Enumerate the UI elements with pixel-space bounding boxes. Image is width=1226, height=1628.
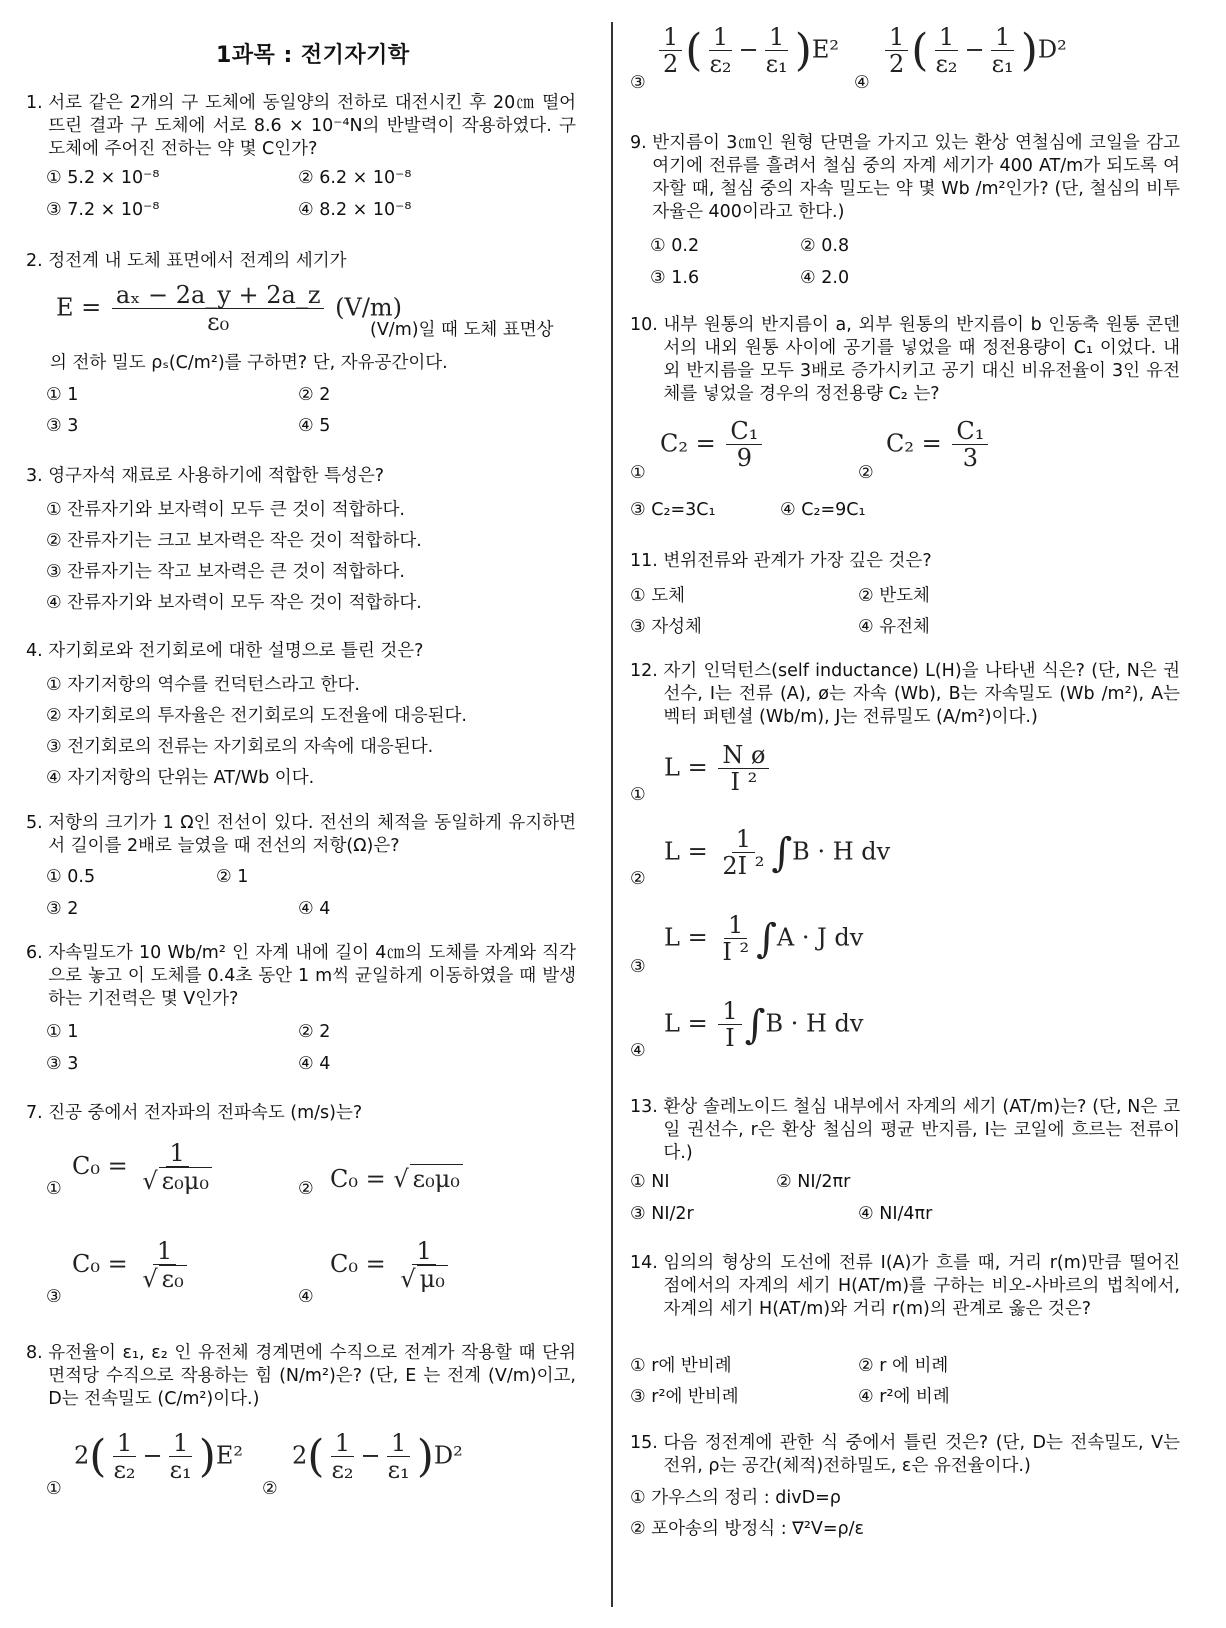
denominator: ε₂ — [935, 50, 958, 79]
question-number: 2. — [26, 251, 49, 271]
option-4[interactable]: ④ 유전체 — [858, 617, 930, 637]
minus-sign: − — [964, 35, 985, 64]
option-1-formula — [74, 1430, 243, 1484]
left-paren: ( — [685, 24, 703, 76]
option-2[interactable]: ② — [298, 1179, 314, 1199]
right-paren: ) — [1020, 24, 1038, 76]
question-number: 8. — [26, 1343, 49, 1363]
option-3-formula — [656, 24, 839, 78]
question-text: 자기 인덕턴스(self inductance) L(H)을 나타낸 식은? (단, N은 권선수, I는 전류 (A), ø는 자속 (Wb), B는 자속밀도 (Wb /m²), A는 벡터 퍼텐셜 (Wb/m), J는 전류밀도 (A/m²)이다.) — [663, 661, 1180, 727]
question-text: 유전율이 ε₁, ε₂ 인 유전체 경계면에 수직으로 전계가 작용할 때 단위 면적당 수직으로 작용하는 힘 (N/m²)은? (단, E 는 전계 (V/m)이고, D는 전속밀도 (C/m²)이다.) — [48, 1343, 576, 1409]
option-1[interactable]: ① 자기저항의 역수를 컨덕턴스라고 한다. — [46, 675, 360, 695]
left-paren: ( — [89, 1430, 107, 1482]
option-3[interactable]: ③ NI/2r — [630, 1204, 694, 1224]
left-paren: ( — [307, 1430, 325, 1482]
question-4 — [26, 640, 576, 663]
right-paren: ) — [416, 1430, 434, 1482]
integrand: B · H dv — [765, 1009, 864, 1038]
denominator: 3 — [962, 444, 978, 473]
option-3[interactable]: ③ — [630, 73, 646, 93]
l-label: L = — [664, 837, 708, 866]
numerator: 1 — [412, 1238, 435, 1265]
c0-label: C₀ = — [72, 1151, 128, 1180]
option-2[interactable]: ② 2 — [298, 385, 331, 405]
option-1[interactable]: ① 0.5 — [46, 867, 96, 887]
c0-label: C₀ = — [330, 1249, 386, 1278]
question-text: 내부 원통의 반지름이 a, 외부 원통의 반지름이 b 인동축 원통 콘덴서의 내외 원통 사이에 공기를 넣었을 때 정전용량이 C₁ 이었다. 내외 반지름을 모두 3배로 증가시키고 공기 대신 비유전율이 3인 유전체를 넣었을 경우의 정전용량 C₂ 는? — [663, 315, 1180, 404]
eq-unit: (V/m) — [335, 293, 403, 322]
question-text: 임의의 형상의 도선에 전류 I(A)가 흐를 때, 거리 r(m)만큼 떨어진 점에서의 자계의 세기 H(AT/m)를 구하는 비오-사바르의 법칙에서, 자계의 세기 H(AT/m)와 거리 r(m)의 관계로 옳은 것은? — [663, 1253, 1180, 1319]
question-text: 영구자석 재료로 사용하기에 적합한 특성은? — [48, 466, 385, 486]
denominator: I — [725, 1024, 735, 1053]
question-number: 5. — [26, 813, 49, 833]
denominator: 2I ² — [722, 852, 765, 881]
option-2[interactable]: ② 포아송의 방정식 : ∇²V=ρ/ε — [630, 1519, 864, 1539]
option-3[interactable]: ③ C₂=3C₁ — [630, 500, 716, 520]
denominator: 9 — [736, 444, 752, 473]
field-term: E² — [811, 35, 839, 64]
option-3[interactable]: ③ — [46, 1287, 62, 1307]
question-8 — [26, 1342, 576, 1411]
option-1[interactable]: ① — [46, 1479, 62, 1499]
question-9 — [630, 132, 1180, 224]
eq-denominator: ε₀ — [207, 308, 230, 337]
numerator: 1 — [331, 1430, 354, 1457]
numerator: 1 — [659, 24, 682, 51]
fraction — [138, 1140, 216, 1195]
integrand: A · J dv — [776, 923, 864, 952]
option-1-formula — [72, 1140, 219, 1195]
question-number: 15. — [630, 1433, 664, 1453]
option-2[interactable]: ② 6.2 × 10⁻⁸ — [298, 168, 412, 188]
question-13 — [630, 1096, 1180, 1165]
option-2[interactable]: ② 반도체 — [858, 586, 930, 606]
option-3[interactable]: ③ r²에 반비례 — [630, 1387, 739, 1407]
option-4[interactable]: ④ r²에 비례 — [858, 1387, 950, 1407]
minus-sign: − — [360, 1441, 381, 1470]
option-3-formula — [72, 1238, 194, 1293]
question-text: 저항의 크기가 1 Ω인 전선이 있다. 전선의 체적을 동일하게 유지하면서 길이를 2배로 늘였을 때 전선의 저항(Ω)은? — [48, 813, 576, 856]
option-4[interactable]: ④ 4 — [298, 1054, 331, 1074]
coefficient: 2 — [74, 1441, 90, 1470]
fraction-b — [762, 24, 792, 78]
question-number: 1. — [26, 93, 49, 113]
fraction — [726, 418, 762, 472]
denominator: ε₂ — [113, 1456, 136, 1485]
radicand: μ₀ — [417, 1265, 448, 1292]
option-3[interactable]: ③ 전기회로의 전류는 자기회로의 자속에 대응된다. — [46, 737, 434, 757]
numerator: 1 — [732, 826, 755, 853]
option-4[interactable]: ④ 5 — [298, 416, 331, 436]
radicand: ε₀μ₀ — [159, 1167, 212, 1194]
numerator: 1 — [765, 24, 788, 51]
c0-label: C₀ = — [72, 1249, 128, 1278]
option-1[interactable]: ① 0.2 — [650, 236, 700, 256]
option-4[interactable]: ④ 잔류자기와 보자력이 모두 작은 것이 적합하다. — [46, 593, 422, 613]
question-15 — [630, 1432, 1180, 1478]
l-label: L = — [664, 753, 708, 782]
fraction — [718, 742, 769, 796]
numerator: C₁ — [726, 418, 762, 445]
question-text: 진공 중에서 전자파의 전파속도 (m/s)는? — [48, 1103, 363, 1123]
question-7 — [26, 1102, 576, 1125]
question-2-tail: (V/m)일 때 도체 표면상 — [370, 320, 554, 340]
option-2[interactable]: ② 잔류자기는 크고 보자력은 작은 것이 적합하다. — [46, 531, 422, 551]
numerator: 1 — [724, 912, 747, 939]
fraction-a — [327, 1430, 357, 1484]
l-label: L = — [664, 923, 708, 952]
question-text: 변위전류와 관계가 가장 깊은 것은? — [663, 551, 932, 571]
denominator: ε₂ — [709, 50, 732, 79]
numerator: 1 — [991, 24, 1014, 51]
minus-sign: − — [142, 1441, 163, 1470]
option-2-formula: C₀ = √ ε₀μ₀ — [330, 1164, 463, 1193]
option-1-formula — [664, 742, 772, 796]
eq-lhs: E = — [56, 293, 102, 322]
question-text: 서로 같은 2개의 구 도체에 동일양의 전하로 대전시킨 후 20㎝ 떨어뜨린 결과 구 도체에 서로 8.6 × 10⁻⁴N의 반발력이 작용하였다. 구 도체에 주어진 전하는 약 몇 C인가? — [48, 93, 576, 159]
question-14 — [630, 1252, 1180, 1321]
eq-fraction — [112, 282, 325, 336]
option-2[interactable]: ② — [858, 463, 874, 483]
left-paren: ( — [911, 24, 929, 76]
numerator: 1 — [166, 1140, 189, 1167]
field-term: E² — [215, 1441, 243, 1470]
option-1[interactable]: ① 가우스의 정리 : divD=ρ — [630, 1488, 841, 1508]
fraction — [718, 912, 753, 966]
fraction — [138, 1238, 190, 1293]
minus-sign: − — [738, 35, 759, 64]
option-2-formula — [664, 826, 890, 880]
option-3[interactable]: ③ — [630, 957, 646, 977]
question-text: 자기회로와 전기회로에 대한 설명으로 틀린 것은? — [48, 641, 424, 661]
option-2[interactable]: ② 1 — [216, 867, 249, 887]
flux-term: D² — [1037, 35, 1067, 64]
question-number: 3. — [26, 466, 49, 486]
flux-term: D² — [433, 1441, 463, 1470]
right-paren: ) — [794, 24, 812, 76]
question-5 — [26, 812, 576, 858]
option-1[interactable]: ① 잔류자기와 보자력이 모두 큰 것이 적합하다. — [46, 500, 405, 520]
question-number: 6. — [26, 943, 49, 963]
question-11 — [630, 550, 1180, 573]
fraction-a — [705, 24, 735, 78]
option-1[interactable]: ① 도체 — [630, 586, 686, 606]
option-4[interactable]: ④ C₂=9C₁ — [780, 500, 866, 520]
denominator: √ μ₀ — [396, 1265, 452, 1292]
option-2-formula — [292, 1430, 463, 1484]
option-1[interactable]: ① — [630, 463, 646, 483]
fraction-b — [384, 1430, 414, 1484]
numerator: 1 — [935, 24, 958, 51]
question-2-tail2: 의 전하 밀도 ρₛ(C/m²)를 구하면? 단, 자유공간이다. — [50, 353, 448, 373]
option-4[interactable]: ④ 8.2 × 10⁻⁸ — [298, 200, 412, 220]
fraction-b — [166, 1430, 196, 1484]
right-paren: ) — [198, 1430, 216, 1482]
c2-label: C₂ = — [660, 429, 716, 458]
c0-label: C₀ = — [330, 1165, 386, 1193]
column-divider — [611, 22, 613, 1607]
option-1[interactable]: ① 5.2 × 10⁻⁸ — [46, 168, 160, 188]
c2-label: C₂ = — [886, 429, 942, 458]
option-1[interactable]: ① 1 — [46, 1022, 79, 1042]
numerator: 1 — [113, 1430, 136, 1457]
option-1[interactable]: ① 1 — [46, 385, 79, 405]
numerator: 1 — [718, 998, 741, 1025]
question-text: 정전계 내 도체 표면에서 전계의 세기가 — [48, 251, 347, 271]
option-2[interactable]: ② 자기회로의 투자율은 전기회로의 도전율에 대응된다. — [46, 706, 467, 726]
denominator: ε₁ — [765, 50, 788, 79]
denominator: I ² — [722, 938, 750, 967]
question-text: 자속밀도가 10 Wb/m² 인 자계 내에 길이 4㎝의 도체를 자계와 직각으로 놓고 이 도체를 0.4초 동안 1 m씩 균일하게 이동하였을 때 발생하는 기전력은 몇 V인가? — [48, 943, 576, 1009]
question-2-equation — [56, 282, 402, 336]
denominator: I ² — [730, 768, 758, 797]
option-4[interactable]: ④ 4 — [298, 899, 331, 919]
question-text: 다음 정전계에 관한 식 중에서 틀린 것은? (단, D는 전속밀도, V는 전위, ρ는 공간(체적)전하밀도, ε은 유전율이다.) — [663, 1433, 1180, 1476]
numerator: C₁ — [952, 418, 988, 445]
question-number: 7. — [26, 1103, 49, 1123]
numerator: N ø — [718, 742, 769, 769]
question-number: 13. — [630, 1097, 664, 1117]
fraction-a — [109, 1430, 139, 1484]
option-2[interactable]: ② r 에 비례 — [858, 1356, 949, 1376]
option-3[interactable]: ③ 자성체 — [630, 617, 702, 637]
question-text: 환상 솔레노이드 철심 내부에서 자계의 세기 (AT/m)는? (단, N은 코일 권선수, r은 환상 철심의 평균 반지름, I는 코일에 흐르는 전류이다.) — [663, 1097, 1180, 1163]
question-3 — [26, 465, 576, 488]
denominator: √ ε₀ — [138, 1265, 190, 1292]
question-number: 12. — [630, 661, 664, 681]
question-number: 10. — [630, 315, 664, 335]
option-3[interactable]: ③ 7.2 × 10⁻⁸ — [46, 200, 160, 220]
denominator: √ ε₀μ₀ — [138, 1167, 216, 1194]
radicand: ε₀ — [159, 1265, 187, 1292]
denominator: 2 — [663, 50, 679, 79]
fraction — [952, 418, 988, 472]
option-2[interactable]: ② 2 — [298, 1022, 331, 1042]
question-2 — [26, 250, 576, 273]
option-3[interactable]: ③ 1.6 — [650, 268, 700, 288]
question-1 — [26, 92, 576, 161]
fraction-b — [988, 24, 1018, 78]
option-2[interactable]: ② — [262, 1479, 278, 1499]
half — [885, 24, 908, 78]
option-3[interactable]: ③ 잔류자기는 작고 보자력은 큰 것이 적합하다. — [46, 562, 405, 582]
coefficient: 2 — [292, 1441, 308, 1470]
integrand: B · H dv — [792, 837, 891, 866]
option-1[interactable]: ① r에 반비례 — [630, 1356, 732, 1376]
option-1[interactable]: ① — [46, 1179, 62, 1199]
option-1[interactable]: ① NI — [630, 1172, 670, 1192]
option-1-formula — [660, 418, 765, 472]
option-1[interactable]: ① — [630, 785, 646, 805]
fraction — [396, 1238, 452, 1293]
numerator: 1 — [885, 24, 908, 51]
option-2-formula — [886, 418, 991, 472]
option-3[interactable]: ③ 2 — [46, 899, 79, 919]
integral-sign: ∫ — [756, 915, 777, 962]
option-3-formula — [664, 912, 863, 966]
question-number: 9. — [630, 133, 653, 153]
question-number: 4. — [26, 641, 49, 661]
fraction — [718, 826, 768, 880]
radicand: ε₀μ₀ — [410, 1164, 463, 1193]
l-label: L = — [664, 1009, 708, 1038]
option-4[interactable]: ④ 2.0 — [800, 268, 850, 288]
option-2[interactable]: ② 0.8 — [800, 236, 850, 256]
page-title: 1과목 : 전기자기학 — [216, 43, 410, 68]
numerator: 1 — [169, 1430, 192, 1457]
integral-sign: ∫ — [771, 829, 793, 876]
numerator: 1 — [153, 1238, 176, 1265]
eq-numerator: aₓ − 2a_y + 2a_z — [112, 282, 325, 309]
option-4[interactable]: ④ — [854, 73, 870, 93]
option-4-formula — [664, 998, 863, 1052]
question-text: 반지름이 3㎝인 원형 단면을 가지고 있는 환상 연철심에 코일을 감고 여기에 전류를 흘려서 철심 중의 자계 세기가 400 AT/m가 되도록 여자할 때, 철심 중의 자속 밀도는 약 몇 Wb /m²인가? (단, 철심의 비투자율은 400이라고 한다.) — [652, 133, 1180, 222]
option-2[interactable]: ② NI/2πr — [776, 1172, 851, 1192]
option-4-formula — [882, 24, 1067, 78]
fraction — [718, 998, 741, 1052]
option-4[interactable]: ④ — [298, 1287, 314, 1307]
question-12 — [630, 660, 1180, 729]
fraction-a — [931, 24, 961, 78]
option-3[interactable]: ③ 3 — [46, 416, 79, 436]
question-10 — [630, 314, 1180, 406]
option-4[interactable]: ④ 자기저항의 단위는 AT/Wb 이다. — [46, 768, 315, 788]
option-4[interactable]: ④ — [630, 1041, 646, 1061]
half — [659, 24, 682, 78]
denominator: ε₁ — [991, 50, 1014, 79]
option-4-formula — [330, 1238, 455, 1293]
denominator: ε₂ — [331, 1456, 354, 1485]
integral-sign: ∫ — [744, 1001, 766, 1048]
question-number: 11. — [630, 551, 664, 571]
question-number: 14. — [630, 1253, 664, 1273]
denominator: 2 — [889, 50, 905, 79]
denominator: ε₁ — [169, 1456, 192, 1485]
question-6 — [26, 942, 576, 1011]
denominator: ε₁ — [387, 1456, 410, 1485]
option-2[interactable]: ② — [630, 869, 646, 889]
numerator: 1 — [709, 24, 732, 51]
option-4[interactable]: ④ NI/4πr — [858, 1204, 933, 1224]
numerator: 1 — [387, 1430, 410, 1457]
option-3[interactable]: ③ 3 — [46, 1054, 79, 1074]
